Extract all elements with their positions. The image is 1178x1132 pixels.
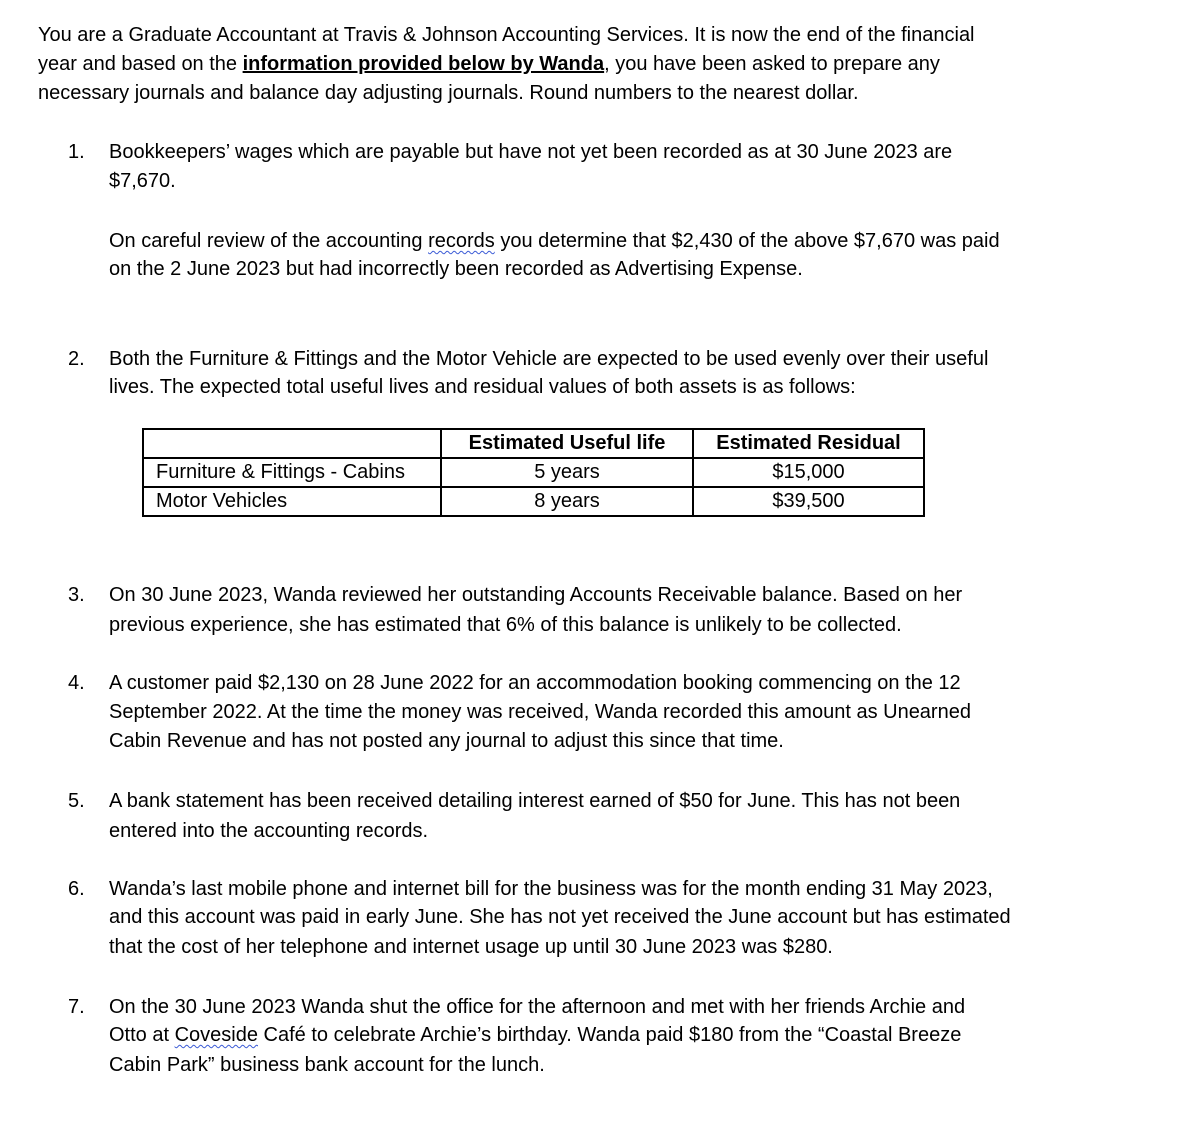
item-number: 4. <box>68 672 85 694</box>
item-line: Cabin Revenue and has not posted any journal to adjust this since that time. <box>109 730 784 752</box>
text: year and based on the <box>38 53 243 75</box>
spellcheck-word: Coveside <box>174 1024 258 1046</box>
table-header: Estimated Useful life <box>441 429 693 458</box>
text: Café to celebrate Archie’s birthday. Wanda paid $180 from the “Coastal Breeze <box>257 1024 962 1046</box>
item-number: 1. <box>68 141 85 163</box>
table-cell: $39,500 <box>693 487 924 516</box>
item-number: 6. <box>68 878 85 900</box>
table-cell: Motor Vehicles <box>143 487 441 516</box>
item-line: A customer paid $2,130 on 28 June 2022 for an accommodation booking commencing on the 12 <box>109 672 961 694</box>
item-line: that the cost of her telephone and internet usage up until 30 June 2023 was $280. <box>109 936 833 958</box>
item-line: and this account was paid in early June. She has not yet received the June account but has estimated <box>109 906 1011 928</box>
item-line: On the 30 June 2023 Wanda shut the office for the afternoon and met with her friends Archie and <box>109 996 966 1018</box>
item-line: September 2022. At the time the money was received, Wanda recorded this amount as Unearned <box>109 701 971 723</box>
item-line: previous experience, she has estimated that 6% of this balance is unlikely to be collected. <box>109 614 902 636</box>
item-number: 2. <box>68 348 85 370</box>
table-header: Estimated Residual <box>693 429 924 458</box>
text: Otto at <box>109 1024 175 1046</box>
intro-line: You are a Graduate Accountant at Travis & Johnson Accounting Services. It is now the end of the financial <box>38 24 975 46</box>
item-number: 3. <box>68 584 85 606</box>
table-row <box>143 487 924 516</box>
item-line: On 30 June 2023, Wanda reviewed her outstanding Accounts Receivable balance. Based on her <box>109 584 963 606</box>
info-link: information provided below by Wanda <box>242 53 605 75</box>
table-cell: 5 years <box>441 458 693 487</box>
item-line: A bank statement has been received detailing interest earned of $50 for June. This has not been <box>109 790 961 812</box>
table-header <box>143 429 441 458</box>
item-line: Both the Furniture & Fittings and the Motor Vehicle are expected to be used evenly over their useful <box>109 348 989 370</box>
table-row <box>143 458 924 487</box>
table-cell: 8 years <box>441 487 693 516</box>
item-line <box>109 1023 961 1047</box>
item-number: 7. <box>68 996 85 1018</box>
table-cell: $15,000 <box>693 458 924 487</box>
item-line: on the 2 June 2023 but had incorrectly been recorded as Advertising Expense. <box>109 258 803 280</box>
item-line: lives. The expected total useful lives and residual values of both assets is as follows: <box>109 376 856 398</box>
intro-line: necessary journals and balance day adjusting journals. Round numbers to the nearest dollar. <box>38 82 859 104</box>
item-line: entered into the accounting records. <box>109 820 429 842</box>
intro-line <box>38 52 940 76</box>
text: you determine that $2,430 of the above $7,670 was paid <box>494 230 1000 252</box>
asset-table <box>142 428 925 517</box>
table-cell: Furniture & Fittings - Cabins <box>143 458 441 487</box>
item-line: Bookkeepers’ wages which are payable but have not yet been recorded as at 30 June 2023 are <box>109 141 953 163</box>
item-line: $7,670. <box>109 170 176 192</box>
spellcheck-word: records <box>428 230 495 252</box>
item-line: Wanda’s last mobile phone and internet bill for the business was for the month ending 31 May 2023, <box>109 878 993 900</box>
item-line: Cabin Park” business bank account for the lunch. <box>109 1054 545 1076</box>
table-header-row <box>143 429 924 458</box>
item-number: 5. <box>68 790 85 812</box>
text: , you have been asked to prepare any <box>604 53 940 75</box>
item-line <box>109 229 1000 253</box>
text: On careful review of the accounting <box>109 230 429 252</box>
